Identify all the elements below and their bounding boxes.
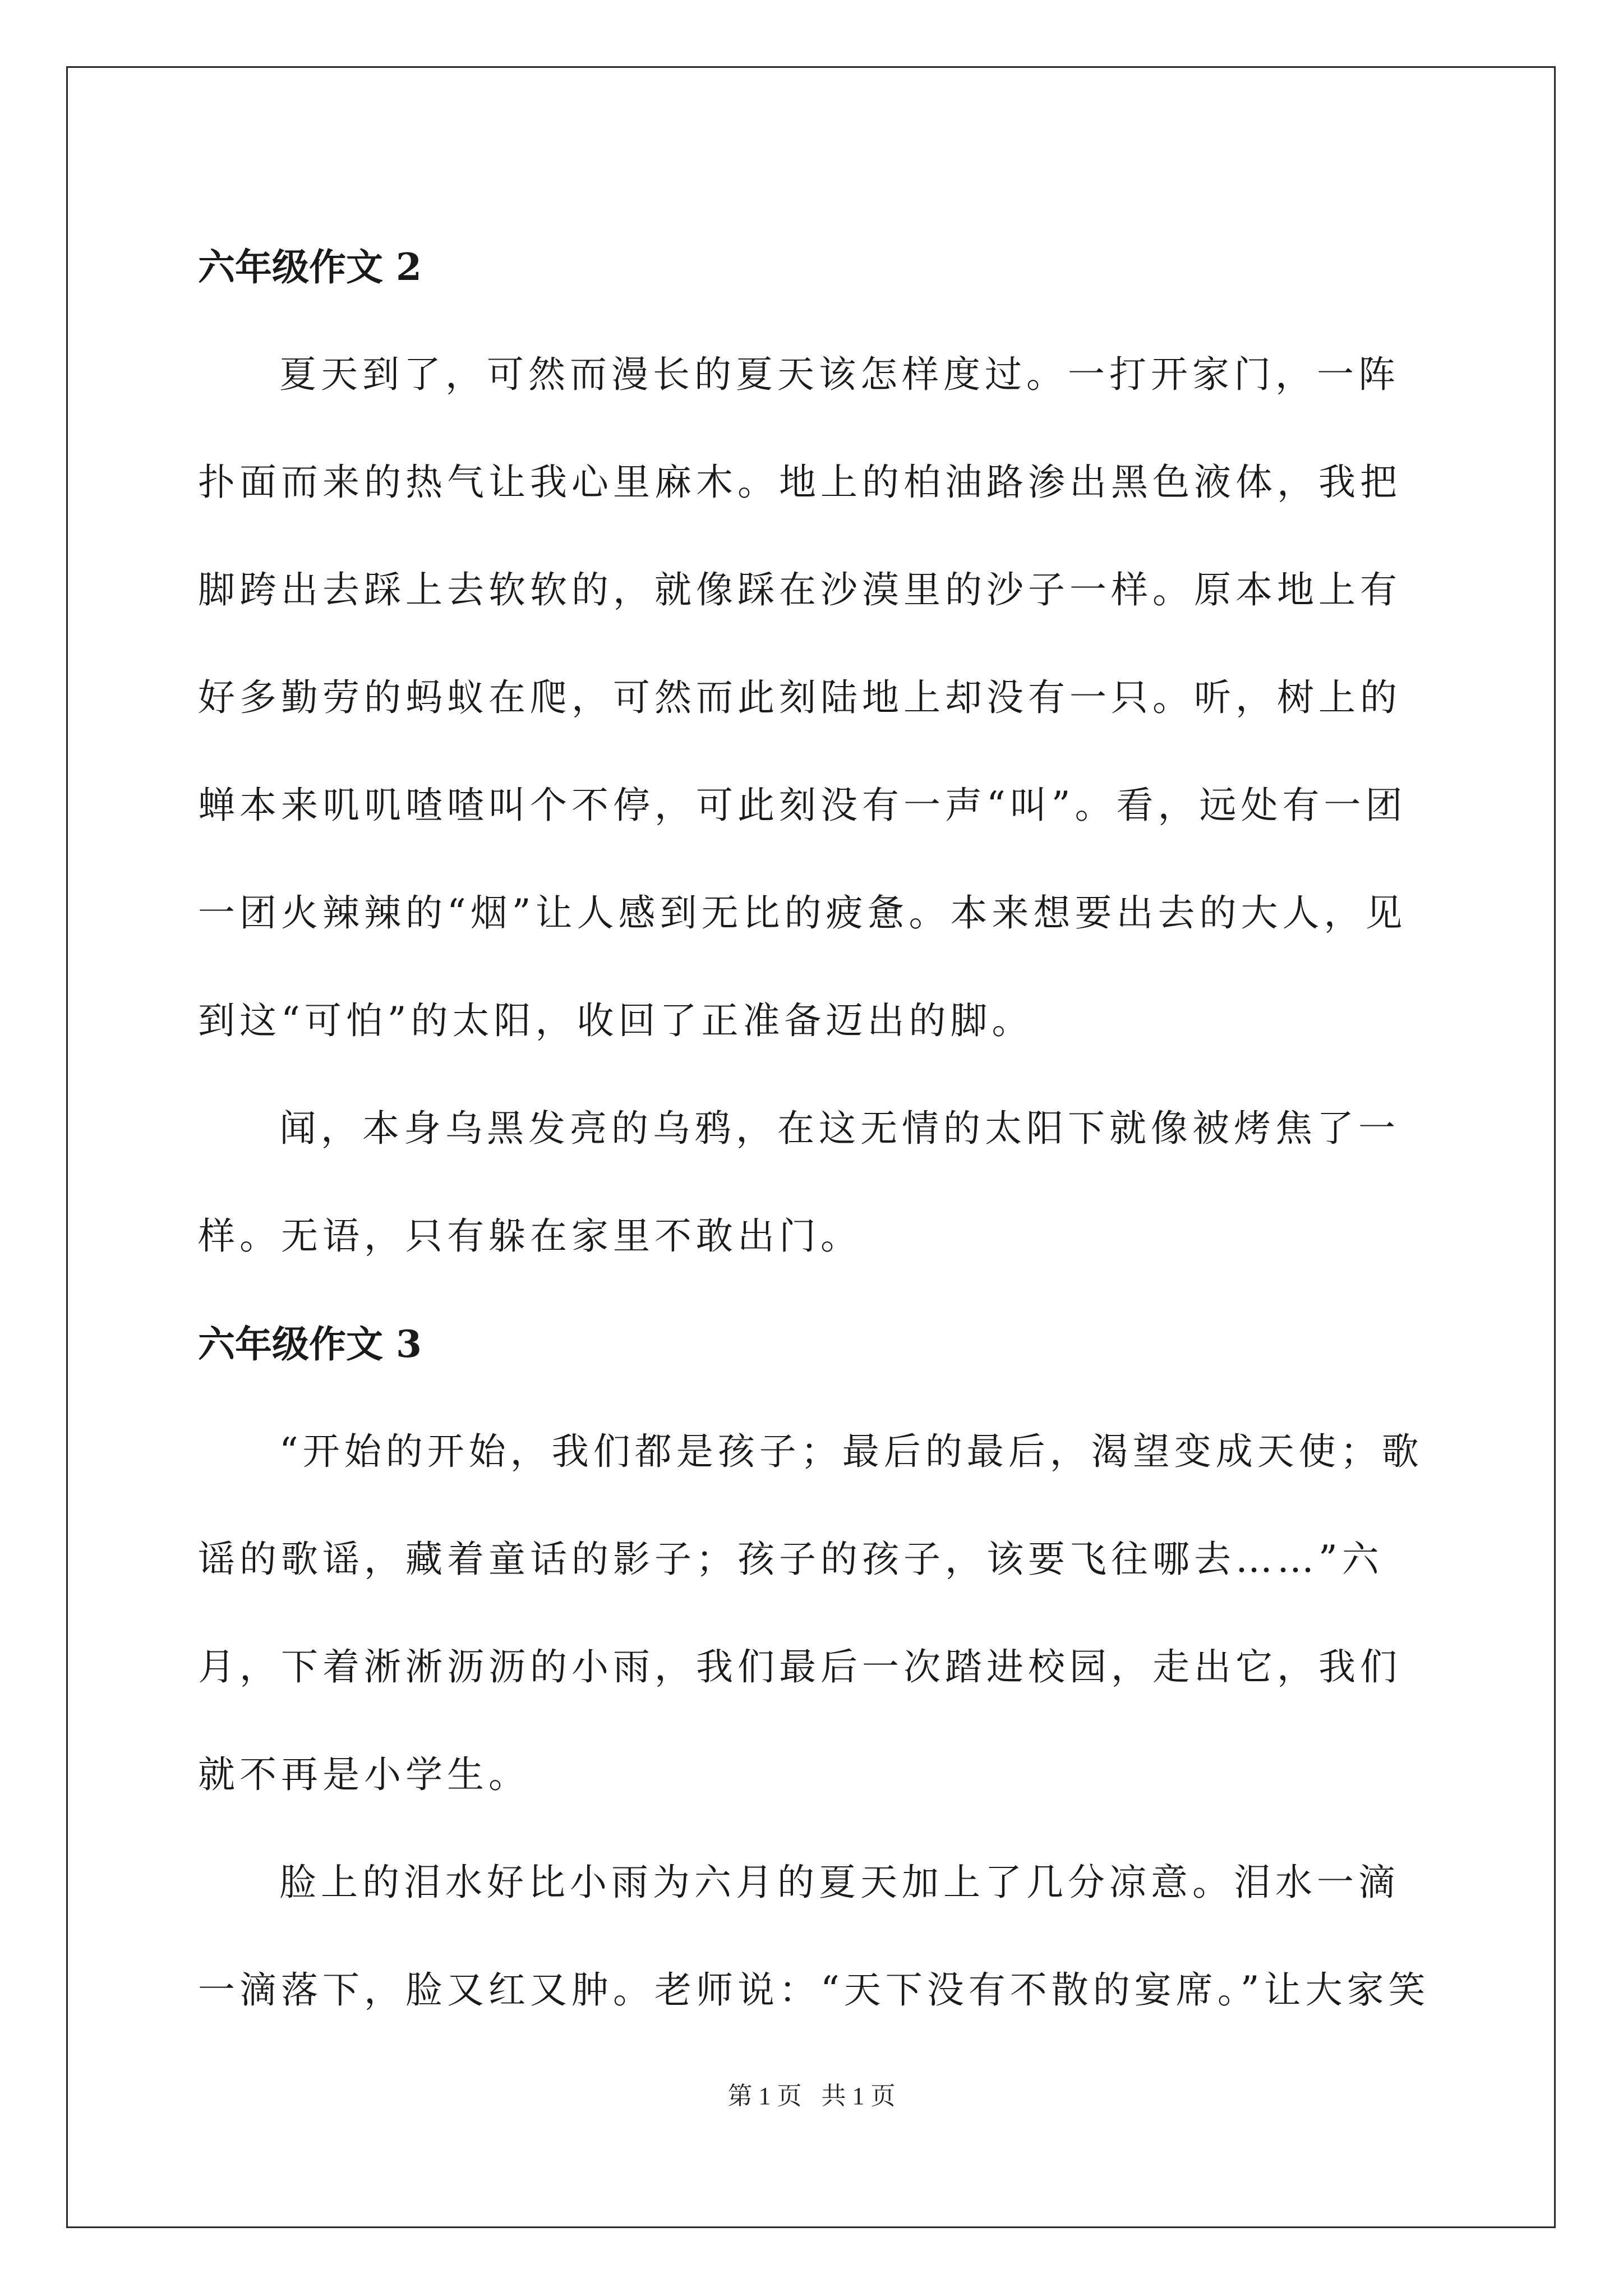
document-body — [198, 213, 1432, 2044]
paragraph-1-1: 夏天到了，可然而漫长的夏天该怎样度过。一打开家门，一阵扑面而来的热气让我心里麻木。地上的柏油路渗出黑色液体，我把脚跨出去踩上去软软的，就像踩在沙漠里的沙子一样。原本地上有好多勤劳的蚂蚁在爬，可然而此刻陆地上却没有一只。听，树上的蝉本来叽叽喳喳叫个不停，可此刻没有一声“叫”。看，远处有一团一团火辣辣的“烟”让人感到无比的疲惫。本来想要出去的大人，见到这“可怕”的太阳，收回了正准备迈出的脚。 — [198, 353, 1407, 1042]
section-heading-1: 六年级作文 2 — [198, 245, 422, 289]
section-heading-2: 六年级作文 3 — [198, 1322, 422, 1366]
paragraph-2-2: 脸上的泪水好比小雨为六月的夏天加上了几分凉意。泪水一滴一滴落下，脸又红又肿。老师说：“天下没有不散的宴席。”让大家笑 — [198, 1861, 1430, 2012]
page-total: 共 1 页 — [821, 2082, 896, 2110]
paragraph-1-2: 闻，本身乌黑发亮的乌鸦，在这无情的太阳下就像被烤焦了一样。无语，只有躲在家里不敢出门。 — [198, 1107, 1400, 1258]
paragraph-2-1: “开始的开始，我们都是孩子；最后的最后，渴望变成天使；歌谣的歌谣，藏着童话的影子；孩子的孩子，该要飞往哪去……”六月，下着淅淅沥沥的小雨，我们最后一次踏进校园，走出它，我们就不再是小学生。 — [198, 1430, 1423, 1796]
page-number: 第 1 页 — [727, 2082, 802, 2110]
page-footer — [0, 2076, 1623, 2111]
